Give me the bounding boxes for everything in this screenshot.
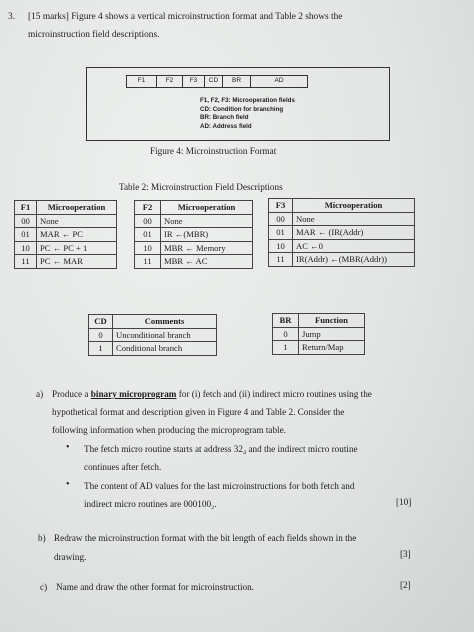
table-row — [135, 228, 253, 242]
table-row — [273, 341, 365, 355]
table-f3 — [268, 198, 415, 267]
table-cell: IR ←(MBR) — [161, 228, 253, 242]
table-cell: MBR ← Memory — [161, 241, 253, 255]
table-header: F1 — [15, 201, 37, 215]
table-cell: Unconditional branch — [113, 328, 217, 342]
table-cell: MAR ← (IR(Addr) — [293, 226, 415, 240]
part-b-marks: [3] — [400, 549, 411, 559]
table-header: Microoperation — [161, 201, 253, 215]
table-cell: 01 — [135, 228, 161, 242]
table-row — [269, 212, 415, 226]
bullet1-line1: The fetch micro routine starts at address 32₄ and the indirect micro routine — [84, 444, 358, 454]
table-f2 — [134, 200, 253, 269]
table-cell: AC ←0 — [293, 239, 415, 253]
table-header: Function — [299, 314, 365, 328]
table-header: F2 — [135, 201, 161, 215]
table-row — [135, 214, 253, 228]
table-cell: 10 — [15, 241, 37, 255]
part-b-line1: Redraw the microinstruction format with the bit length of each fields shown in the — [54, 533, 357, 543]
part-c-line1: Name and draw the other format for microinstruction. — [56, 582, 254, 592]
table-row — [15, 214, 117, 228]
part-a-line3: following information when producing the microprogram table. — [52, 425, 286, 435]
table-cell: MBR ← AC — [161, 255, 253, 269]
part-c-marks: [2] — [400, 580, 411, 590]
part-a-marks: [10] — [396, 497, 412, 507]
table-row — [15, 241, 117, 255]
legend-line: AD: Address field — [200, 122, 252, 130]
table-row — [269, 253, 415, 267]
table-cell: 11 — [269, 253, 293, 267]
table-row — [89, 342, 217, 356]
table-row — [135, 255, 253, 269]
table-header: CD — [89, 315, 113, 329]
table-header: Comments — [113, 315, 217, 329]
table-header: BR — [273, 314, 299, 328]
bullet-icon: • — [66, 479, 70, 490]
table-cell: 1 — [89, 342, 113, 356]
table-cell: IR(Addr) ←(MBR(Addr)) — [293, 253, 415, 267]
field-f3: F3 — [183, 76, 205, 87]
table-cell: 1 — [273, 341, 299, 355]
table-cell: 11 — [15, 255, 37, 269]
part-a-line2: hypothetical format and description given in Figure 4 and Table 2. Consider the — [52, 407, 345, 417]
field-cd: CD — [205, 76, 223, 87]
table-cd — [88, 314, 217, 356]
part-a-emphasis: binary microprogram — [90, 389, 177, 399]
table-row — [269, 239, 415, 253]
table-header: Microoperation — [293, 199, 415, 213]
table-row — [273, 327, 365, 341]
table-row — [89, 328, 217, 342]
table-caption: Table 2: Microinstruction Field Descriptions — [119, 182, 283, 192]
table-cell: 11 — [135, 255, 161, 269]
table-cell: MAR ← PC — [37, 228, 117, 242]
table-header: Microoperation — [37, 201, 117, 215]
table-cell: None — [161, 214, 253, 228]
table-cell: 00 — [135, 214, 161, 228]
table-cell: Return/Map — [299, 341, 365, 355]
table-br — [272, 313, 365, 355]
table-cell: Jump — [299, 327, 365, 341]
question-number: 3. — [8, 12, 16, 22]
figure-legend — [200, 97, 295, 131]
table-row — [135, 241, 253, 255]
bullet2-line1: The content of AD values for the last microinstructions for both fetch and — [84, 481, 355, 491]
table-header: F3 — [269, 199, 293, 213]
table-cell: 10 — [135, 241, 161, 255]
table-cell: None — [293, 212, 415, 226]
field-f1: F1 — [127, 76, 157, 87]
bullet-icon: • — [66, 442, 70, 453]
table-cell: PC ← MAR — [37, 255, 117, 269]
table-row — [269, 226, 415, 240]
field-ad: AD — [274, 77, 284, 84]
table-row — [15, 228, 117, 242]
table-cell: 01 — [15, 228, 37, 242]
part-a-text: for (i) fetch and (ii) indirect micro routines using the — [178, 389, 372, 399]
legend-line: CD: Condition for branching — [200, 105, 284, 113]
table-cell: 01 — [269, 226, 293, 240]
question-intro-line1: [15 marks] Figure 4 shows a vertical microinstruction format and Table 2 shows the — [28, 12, 343, 22]
table-cell: 0 — [89, 328, 113, 342]
part-a-label: a) — [36, 389, 44, 399]
table-cell: 00 — [269, 212, 293, 226]
field-br: BR — [223, 76, 251, 87]
table-cell: 00 — [15, 214, 37, 228]
table-cell: None — [37, 214, 117, 228]
question-intro-line2: microinstruction field descriptions. — [28, 30, 160, 40]
table-f1 — [14, 200, 117, 269]
part-b-label: b) — [38, 533, 46, 543]
legend-line: F1, F2, F3: Microoperation fields — [200, 97, 295, 104]
part-c-label: c) — [40, 582, 48, 592]
field-f2: F2 — [157, 76, 183, 87]
microinstruction-format — [126, 75, 308, 88]
table-cell: Conditional branch — [113, 342, 217, 356]
part-a-text: Produce a — [52, 389, 89, 399]
part-a-line1 — [52, 387, 372, 401]
table-cell: 0 — [273, 327, 299, 341]
table-cell: PC ← PC + 1 — [37, 241, 117, 255]
figure-caption: Figure 4: Microinstruction Format — [150, 146, 277, 156]
bullet1-line2: continues after fetch. — [84, 462, 162, 472]
legend-line: BR: Branch field — [200, 114, 249, 122]
bullet2-line2: indirect micro routines are 000100₂. — [84, 499, 217, 509]
table-row — [15, 255, 117, 269]
table-cell: 10 — [269, 239, 293, 253]
part-b-line2: drawing. — [54, 552, 87, 562]
